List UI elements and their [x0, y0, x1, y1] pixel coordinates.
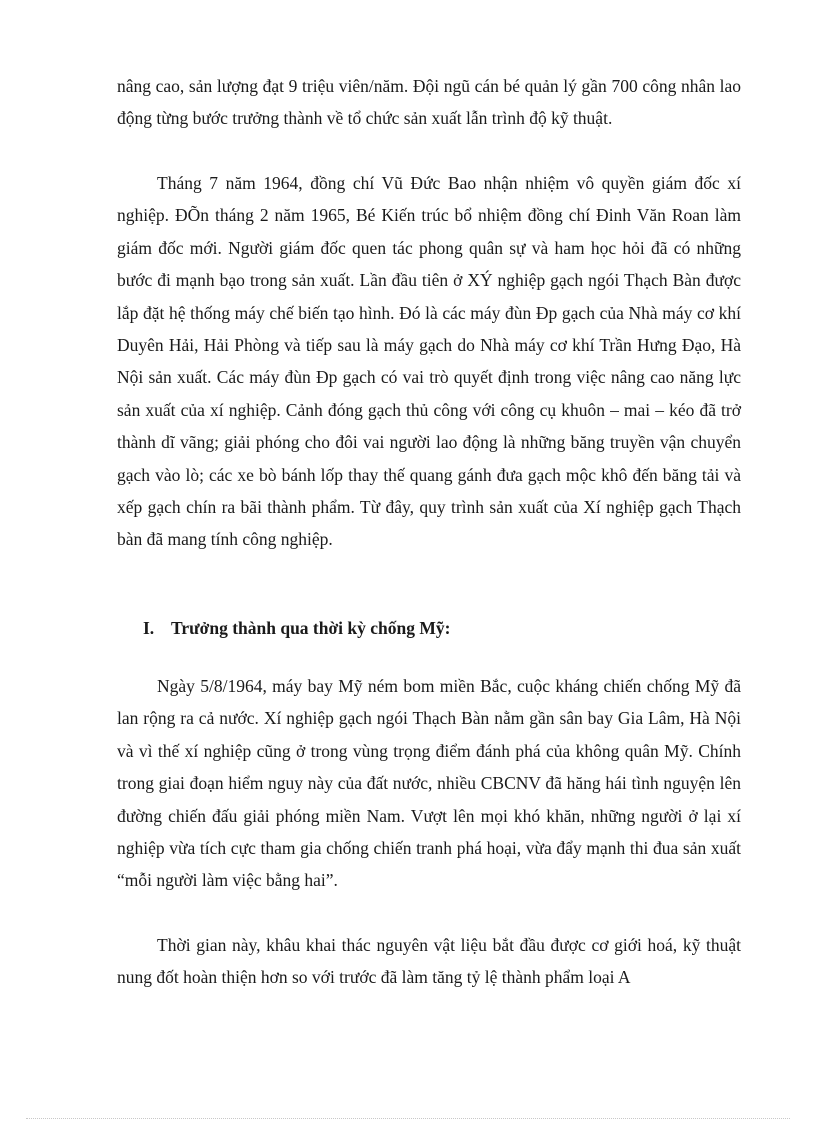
paragraph-production-output: nâng cao, sản lượng đạt 9 triệu viên/năm. Đội ngũ cán bé quản lý gần 700 công nhân lao động từng bước trưởng thành về tổ chức sản xuất lẫn trình độ kỹ thuật. [117, 76, 741, 129]
section-heading [143, 612, 743, 644]
paragraph-new-director: Tháng 7 năm 1964, đồng chí Vũ Đức Bao nhận nhiệm vô quyền giám đốc xí nghiệp. ĐÕn tháng 2 năm 1965, Bé Kiến trúc bổ nhiệm đồng chí Đinh Văn Roan làm giám đốc mới. Người giám đốc quen tác phong quân sự và ham học hỏi đã có những bước đi mạnh bạo trong sản xuất. Lần đầu tiên ở XÝ nghiệp gạch ngói Thạch Bàn được lắp đặt hệ thống máy chế biến tạo hình. Đó là các máy đùn Ðp gạch của Nhà máy cơ khí Duyên Hải, Hải Phòng và tiếp sau là máy gạch do Nhà máy cơ khí Trần Hưng Đạo, Hà Nội sản xuất. Các máy đùn Ðp gạch có vai trò quyết định trong việc nâng cao năng lực sản xuất của xí nghiệp. Cảnh đóng gạch thủ công với công cụ khuôn – mai – kéo đã trở thành dĩ vãng; giải phóng cho đôi vai người lao động là những băng truyền vận chuyển gạch vào lò; các xe bò bánh lốp thay thế quang gánh đưa gạch mộc khô đến băng tải và xếp gạch chín ra bãi thành phẩm. Từ đây, quy trình sản xuất của Xí nghiệp gạch Thạch bàn đã mang tính công nghiệp. [117, 173, 741, 550]
section-title: Trưởng thành qua thời kỳ chống Mỹ: [171, 618, 451, 638]
section-number: I. [143, 618, 155, 638]
paragraph-wartime: Ngày 5/8/1964, máy bay Mỹ ném bom miền Bắc, cuộc kháng chiến chống Mỹ đã lan rộng ra cả nước. Xí nghiệp gạch ngói Thạch Bàn nằm gần sân bay Gia Lâm, Hà Nội và vì thế xí nghiệp cũng ở trong vùng trọng điểm đánh phá của không quân Mỹ. Chính trong giai đoạn hiểm nguy này của đất nước, nhiều CBCNV đã hăng hái tình nguyện lên đường chiến đấu giải phóng miền Nam. Vượt lên mọi khó khăn, những người ở lại xí nghiệp vừa tích cực tham gia chống chiến tranh phá hoại, vừa đẩy mạnh thi đua sản xuất “mỗi người làm việc bằng hai”. [117, 676, 741, 891]
paragraph-mechanization: Thời gian này, khâu khai thác nguyên vật liệu bắt đầu được cơ giới hoá, kỹ thuật nung đốt hoàn thiện hơn so với trước đã làm tăng tỷ lệ thành phẩm loại A [117, 935, 741, 988]
page-footer-divider [26, 1118, 790, 1119]
